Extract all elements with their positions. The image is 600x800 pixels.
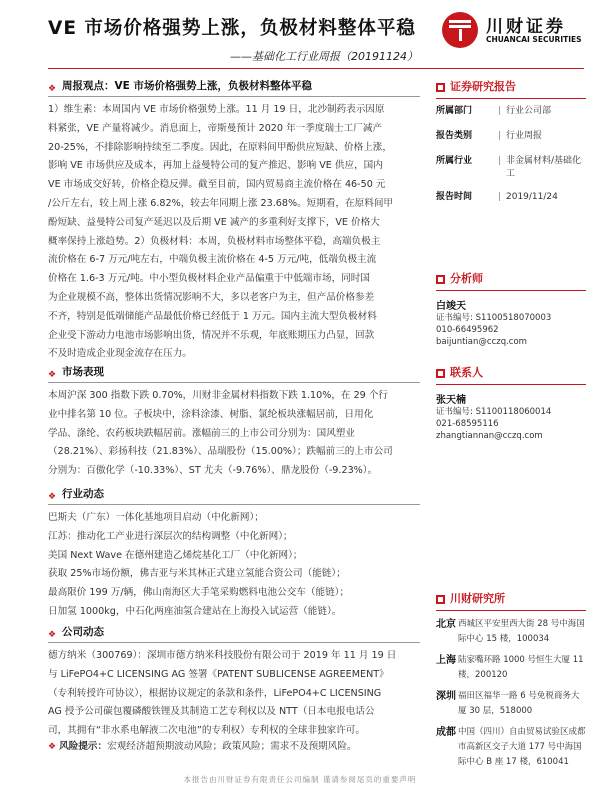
text-line: 料紧张，VE 产量将减少。消息面上，帝斯曼预计 2020 年一季度瑞士工厂减产 bbox=[48, 122, 383, 134]
text-line: 巴斯夫（广东）一体化基地项目启动（中化新网）； bbox=[48, 512, 264, 523]
report-header bbox=[0, 0, 600, 68]
analyst-license: 证书编号: S1100518070003 bbox=[436, 313, 552, 323]
report-subtitle: ——基础化工行业周报（20191124） bbox=[230, 50, 418, 63]
text-line: 本周沪深 300 指数下跌 0.70%，川财非金属材料指数下跌 1.10%，在 29 个行 bbox=[48, 390, 389, 401]
report-title: VE 市场价格强势上涨，负极材料整体平稳 bbox=[48, 18, 416, 39]
contact-name: 张天楠 bbox=[436, 395, 466, 406]
text-line: 与 LiFePO4+C LICENSING AG 签署《PATENT SUBLICENSE AGREEMENT》 bbox=[48, 668, 389, 680]
text-line: VE 市场成交好转，价格企稳反弹。截至目前，国内贸易商主流价格在 46-50 元 bbox=[48, 179, 386, 191]
section-heading: ❖ 行业动态 bbox=[48, 486, 420, 502]
square-icon bbox=[436, 275, 445, 284]
section-divider bbox=[48, 382, 420, 383]
company-body bbox=[48, 647, 420, 741]
section-heading: ❖ 周报观点：VE 市场价格强势上涨，负极材料整体平稳 bbox=[48, 78, 420, 94]
contact-card bbox=[436, 391, 586, 442]
logo-mark-icon bbox=[442, 12, 478, 48]
info-row: 报告时间 | 2019/11/24 bbox=[436, 192, 558, 202]
office-item: 北京 西城区平安里西大街 28 号中海国际中心 15 楼，100034 bbox=[436, 619, 585, 644]
analyst-name: 白竣天 bbox=[436, 301, 466, 312]
report-info bbox=[436, 105, 586, 204]
sidebar-heading-contact: 联系人 bbox=[436, 364, 586, 382]
sidebar-divider bbox=[436, 98, 586, 99]
info-row: 报告类别 | 行业周报 bbox=[436, 131, 543, 141]
text-line: 价格在 1.6-3 万元/吨。中小型负极材料企业产品偏重于中低端市场，同时国 bbox=[48, 273, 370, 285]
industry-body bbox=[48, 509, 420, 622]
analyst-phone: 010-66495962 bbox=[436, 325, 499, 335]
diamond-icon: ❖ bbox=[48, 370, 57, 380]
text-line: 德方纳米（300769）：深圳市德方纳米科技股份有限公司于 2019 年 11 月 19 日 bbox=[48, 650, 397, 661]
page-footer: 本报告由川财证券有限责任公司编制 谨请参阅尾页的重要声明 bbox=[183, 775, 417, 784]
risk-heading: 风险提示： bbox=[59, 741, 108, 752]
text-line: 流价格在 6-7 万元/吨左右，中端负极主流价格在 4-5 万元/吨，低端负极主流 bbox=[48, 254, 377, 266]
info-row: 所属部门 | 行业公司部 bbox=[436, 106, 552, 116]
text-line: 分别为：百傲化学（-10.33%）、ST 尤夫（-9.76%）、鼎龙股份（-9.23%）。 bbox=[48, 465, 378, 477]
logo-name-en: CHUANCAI SECURITIES bbox=[486, 35, 582, 44]
contact-phone: 021-68595116 bbox=[436, 419, 499, 429]
contact-email[interactable]: zhangtiannan@cczq.com bbox=[436, 431, 543, 441]
text-line: 企业受下游动力电池市场影响出货，情况并不乐观，年底账期压力凸显，回款 bbox=[48, 329, 375, 341]
text-line: 1）维生素：本周国内 VE 市场价格强势上涨。11 月 19 日，北沙制药表示因原 bbox=[48, 104, 385, 115]
analyst-email[interactable]: baijuntian@cczq.com bbox=[436, 337, 527, 347]
square-icon bbox=[436, 369, 445, 378]
header-divider bbox=[48, 68, 584, 69]
text-line: /公斤左右，较上周上涨 6.82%，较去年同期上涨 23.68%。短期看，在原料间甲 bbox=[48, 197, 394, 209]
section-market bbox=[48, 364, 420, 481]
text-line: 江苏：推动化工产业进行深层次的结构调整（中化新网）； bbox=[48, 530, 293, 542]
text-line: 概率保持上涨趋势。2）负极材料：本周，负极材料市场整体平稳，高端负极主 bbox=[48, 235, 381, 247]
sidebar-heading-analyst: 分析师 bbox=[436, 270, 586, 288]
text-line: 获取 25%市场份额，佛吉亚与米其林正式建立氢能合资公司（能链）； bbox=[48, 568, 346, 580]
risk-line bbox=[48, 738, 420, 757]
text-line: 日加氢 1000kg，中石化两座油氢合建站在上海投入试运营（能链）。 bbox=[48, 605, 342, 617]
risk-text: 宏观经济超预期波动风险；政策风险；需求不及预期风险。 bbox=[107, 741, 357, 752]
office-item: 深圳 福田区福华一路 6 号免税商务大厦 30 层，518000 bbox=[436, 691, 580, 716]
square-icon bbox=[436, 595, 445, 604]
text-line: 学品、涤纶、农药板块跌幅居前。涨幅前三的上市公司分别为：国风塑业 bbox=[48, 427, 355, 439]
section-divider bbox=[48, 642, 420, 643]
office-list bbox=[436, 617, 586, 770]
text-line: 最高限价 199 万/辆，佛山南海区大手笔采购燃料电池公交车（能链）； bbox=[48, 587, 350, 599]
text-line: AG 授予公司碳包覆磷酸铁锂及其制造工艺专利权以及 NTT（日本电报电话公 bbox=[48, 706, 375, 718]
text-line: 不齐，特别是低端储能产品最低价格已经低于 1 万元。国内主流大型负极材料 bbox=[48, 310, 377, 322]
diamond-icon: ❖ bbox=[48, 742, 57, 752]
logo-name-cn: 川财证券 bbox=[486, 17, 566, 37]
text-line: 不及时造成企业现金流存在压力。 bbox=[48, 348, 192, 360]
section-weekly-view bbox=[48, 78, 420, 364]
market-body bbox=[48, 387, 420, 481]
diamond-icon: ❖ bbox=[48, 84, 57, 94]
square-icon bbox=[436, 83, 445, 92]
sidebar-heading-report: 证券研究报告 bbox=[436, 78, 586, 96]
text-line: （专利转授许可协议），根据协议规定的条款和条件，LiFePO4+C LICENSING bbox=[48, 687, 382, 699]
office-item: 上海 陆家嘴环路 1000 号恒生大厦 11 楼，200120 bbox=[436, 655, 584, 680]
text-line: （28.21%）、彩扬科技（21.83%）、品瑞股份（15.00%）；跌幅前三的上市公司 bbox=[48, 446, 393, 458]
office-item: 成都 中国（四川）自由贸易试验区成都市高新区交子大道 177 号中海国际中心 B 座 17 楼，610041 bbox=[436, 727, 586, 767]
text-line: 为企业规模不高，整体出货情况影响不大，多以老客户为主，但产品价格参差 bbox=[48, 291, 375, 303]
diamond-icon: ❖ bbox=[48, 630, 57, 640]
section-divider bbox=[48, 504, 420, 505]
sidebar bbox=[436, 78, 586, 776]
text-line: 美国 Next Wave 在德州建造乙烯烷基化工厂（中化新网）； bbox=[48, 549, 303, 561]
analyst-card bbox=[436, 297, 586, 348]
section-divider bbox=[48, 96, 420, 97]
diamond-icon: ❖ bbox=[48, 492, 57, 502]
section-industry bbox=[48, 486, 420, 622]
text-line: 酚短缺、益曼特公司复产延迟以及后期 VE 减产的多重利好支撑下，VE 价格大 bbox=[48, 216, 380, 228]
text-line: 影响 VE 市场供应及成本，再加上益曼特公司的复产推迟、影响 VE 供应，国内 bbox=[48, 160, 383, 172]
sidebar-divider bbox=[436, 290, 586, 291]
section-company bbox=[48, 624, 420, 741]
sidebar-divider bbox=[436, 610, 586, 611]
sidebar-heading-institute: 川财研究所 bbox=[436, 590, 586, 608]
contact-license: 证书编号: S1100118060014 bbox=[436, 407, 552, 417]
section-heading: ❖ 公司动态 bbox=[48, 624, 420, 640]
section-risk bbox=[48, 738, 420, 757]
section-heading: ❖ 市场表现 bbox=[48, 364, 420, 380]
info-row: 所属行业 | 非金属材料/基础化工 bbox=[436, 156, 582, 179]
company-logo bbox=[442, 12, 582, 52]
sidebar-divider bbox=[436, 384, 586, 385]
text-line: 司，其拥有“非水系电解液二次电池”的专利权）专利权的全球非独家许可。 bbox=[48, 725, 365, 737]
text-line: 20-25%，不排除影响持续至二季度。因此，在原料间甲酚供应短缺、价格上涨， bbox=[48, 141, 392, 153]
weekly-view-body bbox=[48, 101, 420, 364]
text-line: 业中排名第 10 位。子板块中，涂料涂漆、树脂、氯纶板块涨幅居前，日用化 bbox=[48, 408, 374, 420]
